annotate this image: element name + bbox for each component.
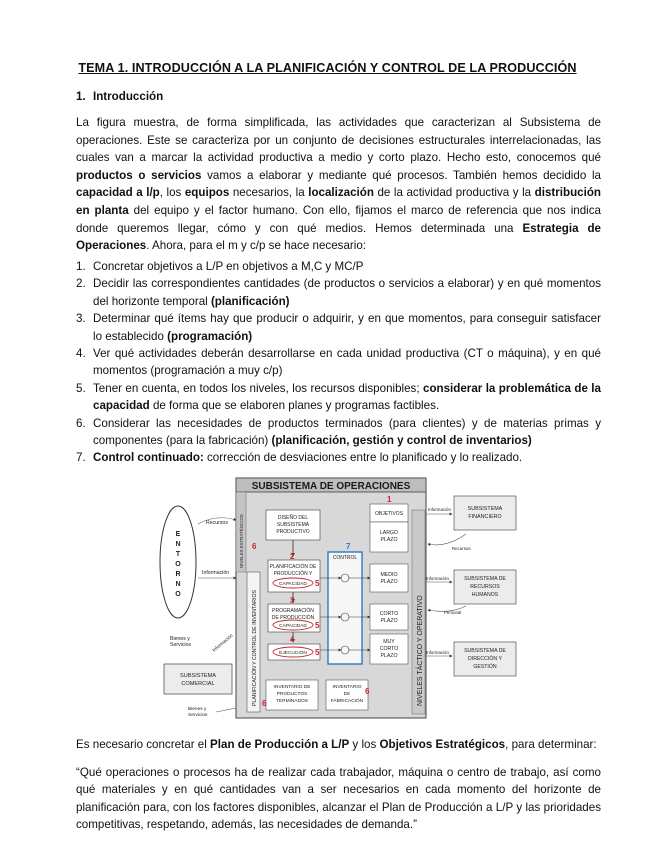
prog-label: PROGRAMACIÓN <box>272 608 314 614</box>
direccion-label: GESTIÓN <box>473 664 497 670</box>
info-fin-label: Información <box>428 507 451 512</box>
diagram-svg <box>156 474 520 722</box>
comercial-box <box>164 664 232 694</box>
prog-label: DE PRODUCCIÓN <box>271 615 315 621</box>
info-rrhh-label: Información <box>426 576 449 581</box>
plan-text: , para determinar: <box>505 738 597 751</box>
informacion2-label: Información <box>212 633 235 654</box>
quote-paragraph: “Qué operaciones o procesos ha de realizar cada trabajador, máquina o centro de trabajo, así como qué materiales y en qué cantidades van a ser necesarios en cada momento del horizonte de planificación para, con los factores disponibles, alcanzar el Plan de Producción a L/P y las prioridades competitivas, respetando, además, las necesidades de demanda.” <box>76 766 601 832</box>
list-item <box>76 258 601 275</box>
objetivos-label: OBJETIVOS <box>374 511 404 517</box>
inv-fab-label: DE <box>343 692 351 697</box>
plan-label: PRODUCCIÓN Y <box>273 571 313 577</box>
intro-text: La figura muestra, de forma simplificada, las actividades que caracterizan al Subsistema de operaciones. Este se caracteriza por un conjunto de decisiones estructurales interrelacionadas, las cuales van a marcar la actividad productiva a medio y corto plazo. Hecho esto, conocemos qué <box>76 116 601 165</box>
entorno-letter: T <box>175 551 181 558</box>
corto-label: PLAZO <box>380 618 398 624</box>
diagram-number: 6 <box>262 699 267 708</box>
capacidad-label: CAPACIDAD <box>279 582 307 587</box>
entorno-letter: N <box>175 581 181 588</box>
info-dir-label: Información <box>426 650 449 655</box>
niveles-estrategicos-label: NIVELES ESTRATÉGICOS <box>239 514 244 568</box>
entorno-letter: O <box>175 561 181 568</box>
diagram-number: 2 <box>290 552 295 561</box>
list-item <box>76 415 601 450</box>
plan-bold: Objetivos Estratégicos <box>379 738 506 751</box>
bienes-label: Bienes y <box>170 636 190 642</box>
list-bold: (planificación, gestión y control de inventarios) <box>271 434 532 448</box>
intro-bold: capacidad a l/p <box>76 186 160 200</box>
list-bold: (planificación) <box>210 294 290 308</box>
list-number: 5. <box>76 381 86 395</box>
diagram-number: 5 <box>315 648 320 657</box>
intro-text: , los <box>159 186 185 200</box>
financiero-label: SUBSISTEMA <box>467 506 503 512</box>
diagram-number: 5 <box>315 621 320 630</box>
list-number: 7. <box>76 451 86 465</box>
plan-text: Es necesario concretar el <box>76 738 211 751</box>
inv-fab-label: FABRICACIÓN <box>330 699 364 704</box>
comercial-label: COMERCIAL <box>181 681 215 687</box>
list-number: 1. <box>76 260 86 273</box>
list-number: 4. <box>76 347 86 361</box>
list-text: de forma que se elaboren planes y programas factibles. <box>149 399 440 413</box>
section-heading <box>76 90 163 103</box>
intro-bold: equipos <box>184 186 230 200</box>
list-bold: considerar la problemática de la capacidad <box>93 381 601 413</box>
diagram-number: 7 <box>346 542 351 551</box>
list-text: Considerar las necesidades de productos terminados (para clientes) y de materias primas y componentes (para la fabricación) <box>93 416 601 448</box>
personal-label: Personal <box>444 610 462 615</box>
diagram-number: 6 <box>252 542 257 551</box>
list-text: corrección de desviaciones entre lo planificado y lo realizado. <box>203 451 523 465</box>
diagram-number: 6 <box>365 687 370 696</box>
inv-prod-label: PRODUCTOS <box>276 692 308 697</box>
intro-text: vamos a elaborar y mediante qué procesos. También hemos decidido la <box>201 168 601 182</box>
diagram-number: 1 <box>387 495 392 504</box>
list-text: Decidir las correspondientes cantidades (de productos o servicios a elaborar) y en qué momentos del horizonte temporal <box>93 277 601 308</box>
list-item <box>76 310 601 345</box>
recursos-fin-label: Recursos <box>452 546 471 551</box>
list-item <box>76 449 601 466</box>
intro-text: del equipo y el factor humano. Con ello, fijamos el marco de referencia que nos indica donde queremos llegar, cómo y con qué medios. Hemos determinada una <box>76 203 601 235</box>
entorno-letter: N <box>175 541 181 548</box>
inv-fab-label: INVENTARIO <box>332 685 362 690</box>
intro-bold: productos o servicios <box>76 168 202 182</box>
entorno-letter: O <box>175 591 181 598</box>
intro-text: necesarios, la <box>229 186 309 200</box>
intro-bold: distribución en planta <box>76 186 601 217</box>
medio-label: MEDIO <box>380 572 398 578</box>
control-label: CONTROL <box>332 555 358 561</box>
plan-label: PLANIFICACIÓN DE <box>269 564 317 570</box>
intro-text: de la actividad productiva y la <box>373 186 535 200</box>
rrhh-label: HUMANOS <box>471 592 499 598</box>
intro-text: . Ahora, para el m y c/p se hace necesario: <box>146 239 367 253</box>
financiero-box <box>454 496 516 530</box>
control-box <box>328 552 362 664</box>
list-bold: (programación) <box>167 329 253 343</box>
diagram-header: SUBSISTEMA DE OPERACIONES <box>251 481 411 492</box>
financiero-label: FINANCIERO <box>468 514 502 520</box>
list-bold: Control continuado: <box>93 451 204 465</box>
intro-paragraph <box>76 114 601 255</box>
list-text: Concretar objetivos a L/P en objetivos a M,C y MC/P <box>93 260 364 273</box>
rrhh-label: RECURSOS <box>470 584 500 590</box>
recursos-label: Recursos <box>206 520 228 526</box>
entorno-letter: R <box>175 571 181 578</box>
list-text: Ver qué actividades deberán desarrollarse en cada unidad productiva (CT o máquina), y en qué momentos (programación a muy c/p) <box>93 347 601 378</box>
list-text: Tener en cuenta, en todos los niveles, los recursos disponibles; <box>93 381 423 395</box>
pci-label: PLANIFICACIÓN Y CONTROL DE INVENTARIOS <box>252 590 258 706</box>
rrhh-label: SUBSISTEMA DE <box>464 576 506 582</box>
muycorto-label: MUY <box>383 639 395 645</box>
list-number: 2. <box>76 277 86 291</box>
plan-paragraph <box>76 736 601 754</box>
muycorto-label: PLAZO <box>380 653 398 659</box>
intro-bold: Estrategia de Operaciones <box>76 221 601 253</box>
diseno-label: PRODUCTIVO <box>276 529 310 535</box>
muycorto-label: CORTO <box>379 646 399 652</box>
plan-bold: Plan de Producción a L/P <box>210 738 350 751</box>
niveles-tactico-label: NIVELES TÁCTICO Y OPERATIVO <box>417 595 424 706</box>
entorno-letter: E <box>175 531 181 538</box>
direccion-label: SUBSISTEMA DE <box>464 648 506 654</box>
diagram-number: 5 <box>315 579 320 588</box>
corto-label: CORTO <box>379 611 399 617</box>
steps-list <box>76 258 601 467</box>
diagram-number: 3 <box>290 596 295 605</box>
diseno-label: SUBSISTEMA <box>276 522 310 528</box>
diseno-label: DISEÑO DEL <box>277 515 309 521</box>
list-item <box>76 275 601 310</box>
largo-label: LARGO <box>379 530 399 536</box>
bienes-label: Servicios <box>170 642 192 648</box>
intro-bold: localización <box>308 186 374 200</box>
list-item <box>76 345 601 380</box>
inv-prod-label: INVENTARIO DE <box>273 685 311 690</box>
list-text: Determinar qué ítems hay que producir o adquirir, y en que momentos, para conseguir satisfacer lo establecido <box>93 312 601 343</box>
section-number: 1. <box>76 90 86 103</box>
list-number: 6. <box>76 416 86 430</box>
inv-prod-label: TERMINADOS <box>276 699 308 704</box>
bienes2-label: Bienes y <box>188 707 207 712</box>
ejecucion-label: EJECUCIÓN <box>279 651 307 656</box>
capacidad-label: CAPACIDAD <box>279 624 307 629</box>
operations-subsystem-diagram <box>156 474 520 722</box>
bienes2-label: Servicios <box>188 713 208 718</box>
diagram-number: 4 <box>290 635 295 644</box>
informacion-label: Información <box>202 570 230 576</box>
list-item <box>76 380 601 415</box>
comercial-label: SUBSISTEMA <box>179 673 217 679</box>
direccion-label: DIRECCIÓN Y <box>468 656 502 662</box>
largo-label: PLAZO <box>380 537 398 543</box>
section-label: Introducción <box>93 90 164 103</box>
medio-label: PLAZO <box>380 579 398 585</box>
list-number: 3. <box>76 312 86 326</box>
document-title: TEMA 1. INTRODUCCIÓN A LA PLANIFICACIÓN Y CONTROL DE LA PRODUCCIÓN <box>78 61 577 75</box>
plan-text: y los <box>349 738 380 751</box>
